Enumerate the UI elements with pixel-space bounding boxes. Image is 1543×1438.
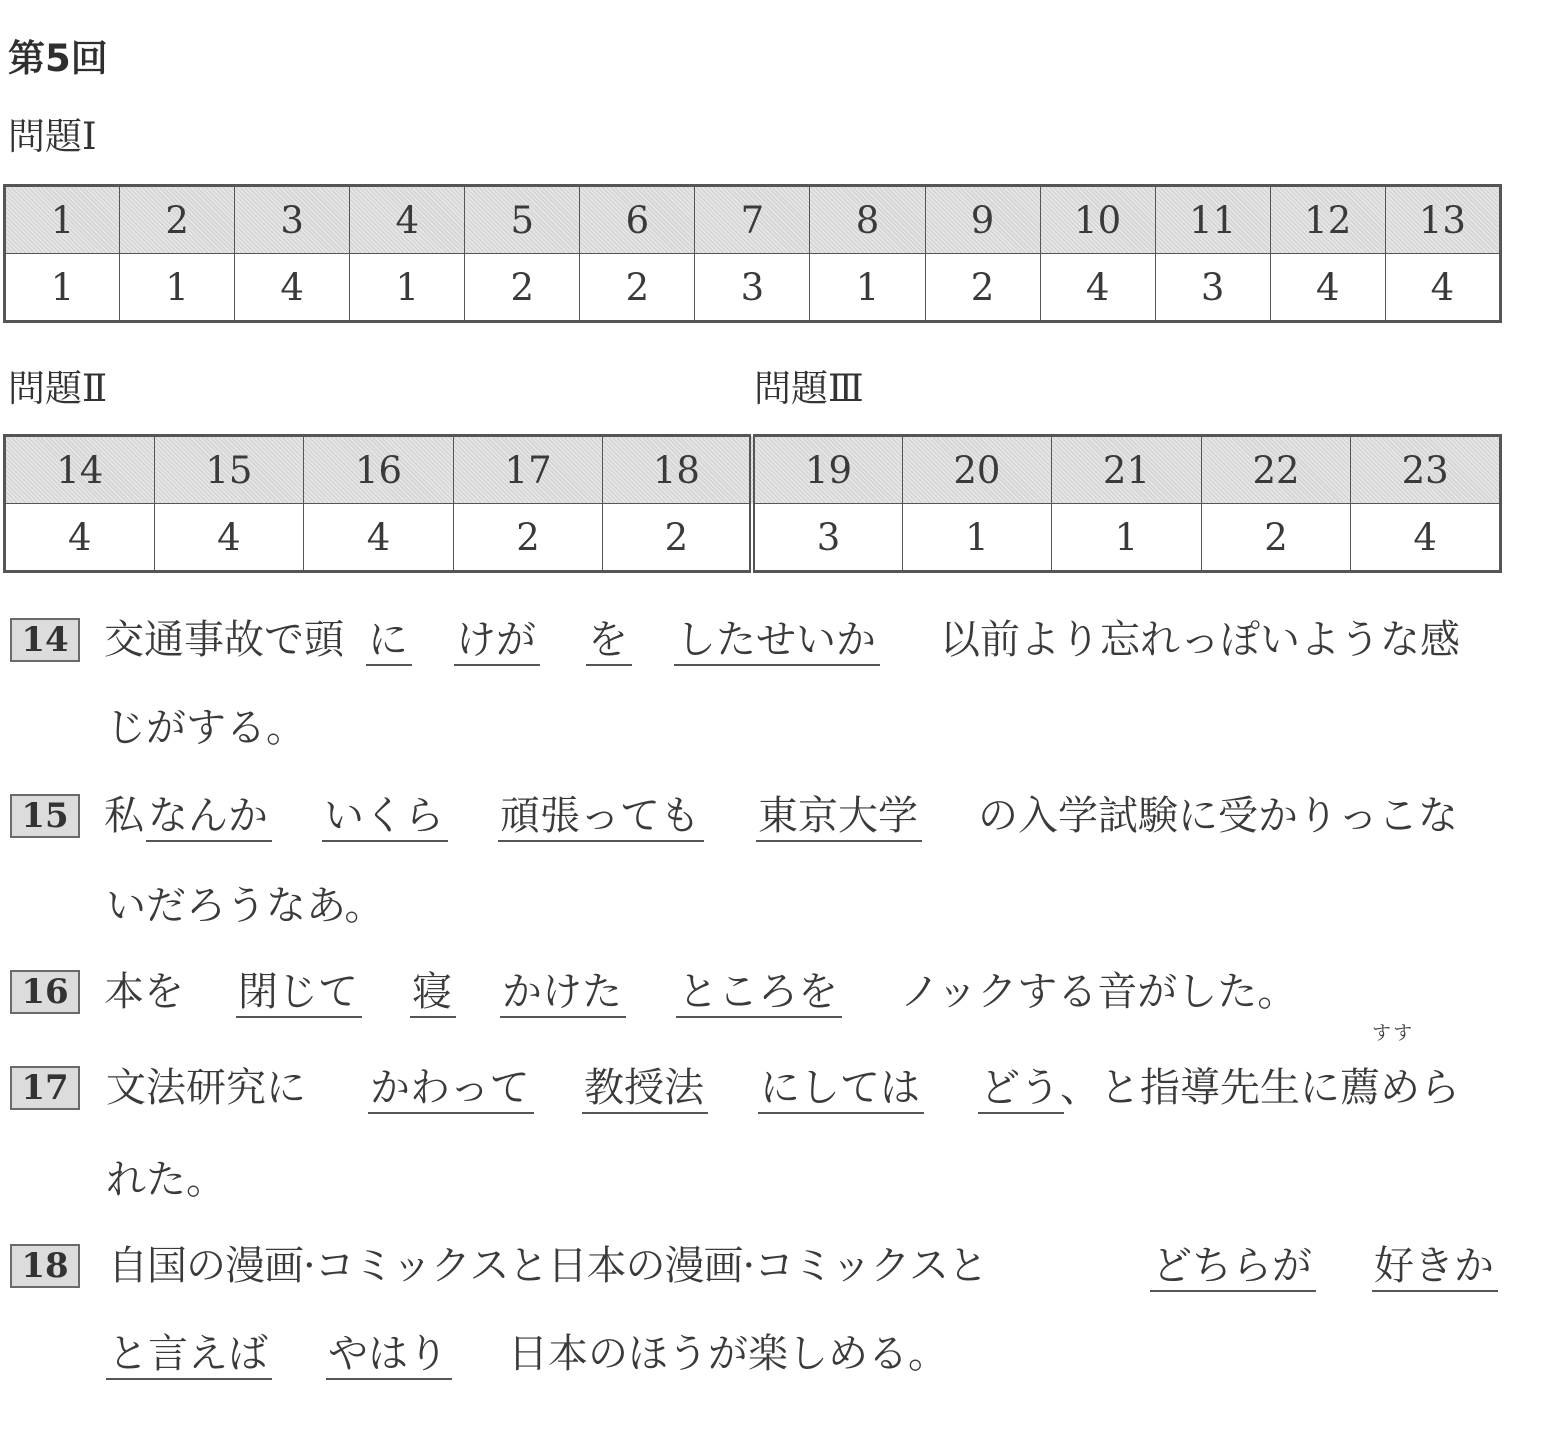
question-number: 15 [154,436,304,504]
question-number: 23 [1351,436,1501,504]
answer-value: 4 [1385,254,1500,322]
answer-value: 2 [580,254,695,322]
answer-value: 1 [810,254,925,322]
answer-value: 2 [453,504,603,572]
option-underlined: に [368,612,408,668]
furigana: すす [1372,1022,1415,1044]
option-underlined: を [588,612,628,668]
sentence-text: れた。 [106,1157,226,1203]
question-number-badge: 17 [10,1066,80,1110]
option-underlined: 東京大学 [758,788,918,844]
option-underlined: したせいか [676,612,876,668]
answer-value: 2 [1201,504,1351,572]
sentence-text: 交通事故で頭 [104,617,344,663]
question-number: 4 [350,186,465,254]
option-underlined: 教授法 [584,1060,704,1116]
option-underlined: いくら [324,788,444,844]
question-number: 13 [1385,186,1500,254]
option-underlined: 閉じて [238,964,358,1020]
question-number-row [5,186,1501,254]
question-number: 22 [1201,436,1351,504]
option-underlined: かわって [370,1060,530,1116]
question-number: 20 [902,436,1052,504]
question-number-badge: 15 [10,794,80,838]
option-underlined: どう [980,1060,1060,1116]
explanation-15 [0,788,1543,988]
option-underlined: 好きか [1374,1238,1494,1294]
option-underlined: けが [456,612,536,668]
question-number: 7 [695,186,810,254]
question-number-row [5,436,1501,504]
question-number: 21 [1052,436,1202,504]
question-number: 6 [580,186,695,254]
answer-value: 3 [752,504,902,572]
answer-row [5,254,1501,322]
answer-value: 4 [1040,254,1155,322]
question-number: 8 [810,186,925,254]
option-underlined: にしては [760,1060,920,1116]
question-number: 14 [5,436,155,504]
answer-value: 4 [5,504,155,572]
question-number: 16 [304,436,454,504]
question-number: 18 [603,436,753,504]
question-number: 12 [1270,186,1385,254]
option-underlined: ところを [678,964,838,1020]
question-number-badge: 18 [10,1244,80,1288]
answer-value: 4 [304,504,454,572]
answer-value: 1 [120,254,235,322]
answer-value: 4 [1351,504,1501,572]
question-number: 19 [752,436,902,504]
answer-table-section-2-3 [3,434,1502,573]
sentence-text: 文法研究に [106,1065,306,1111]
answer-value: 2 [603,504,753,572]
sentence-text: 私 [104,793,144,839]
answer-value: 2 [925,254,1040,322]
sentence-text: 日本のほうが楽しめる。 [508,1331,948,1377]
sentence-text: いだろうなあ。 [106,883,385,929]
answer-value: 4 [154,504,304,572]
answer-value: 2 [465,254,580,322]
answer-row [5,504,1501,572]
explanation-17 [0,1022,1543,1260]
section-1-heading: 問題Ⅰ [8,115,97,158]
question-number: 17 [453,436,603,504]
answer-value: 1 [902,504,1052,572]
option-underlined: と言えば [108,1326,268,1382]
answer-value: 1 [5,254,120,322]
question-number: 10 [1040,186,1155,254]
option-underlined: やはり [328,1326,448,1382]
question-number: 1 [5,186,120,254]
question-number-badge: 16 [10,970,80,1014]
sentence-text: の入学試験に受かりっこな [978,793,1458,839]
option-underlined: 寝 [412,964,452,1020]
question-number: 9 [925,186,1040,254]
sentence-text: 以前より忘れっぽいような感 [940,617,1460,663]
answer-value: 1 [1052,504,1202,572]
option-underlined: なんか [148,788,268,844]
explanation-18 [0,1238,1543,1438]
answer-table-section-1 [3,184,1502,323]
option-underlined: 頑張っても [500,788,700,844]
answer-value: 3 [695,254,810,322]
sentence-text: ノックする音がした。 [900,969,1298,1015]
question-number: 5 [465,186,580,254]
answer-value: 4 [1270,254,1385,322]
question-number: 11 [1155,186,1270,254]
section-3-heading: 問題Ⅲ [754,367,864,410]
sentence-text: 本を [104,969,184,1015]
answer-value: 1 [350,254,465,322]
sentence-text: 、と指導先生に薦めら [1060,1065,1460,1111]
question-number: 3 [235,186,350,254]
option-underlined: どちらが [1152,1238,1312,1294]
section-2-heading: 問題Ⅱ [8,367,108,410]
question-number-badge: 14 [10,618,80,662]
option-underlined: かけた [502,964,622,1020]
answer-value: 4 [235,254,350,322]
question-number: 2 [120,186,235,254]
sentence-text: 自国の漫画·コミックスと日本の漫画·コミックスと [108,1243,988,1289]
sentence-text: じがする。 [106,705,306,751]
answer-value: 3 [1155,254,1270,322]
explanation-14 [0,612,1543,812]
page-title: 第5回 [8,37,108,80]
